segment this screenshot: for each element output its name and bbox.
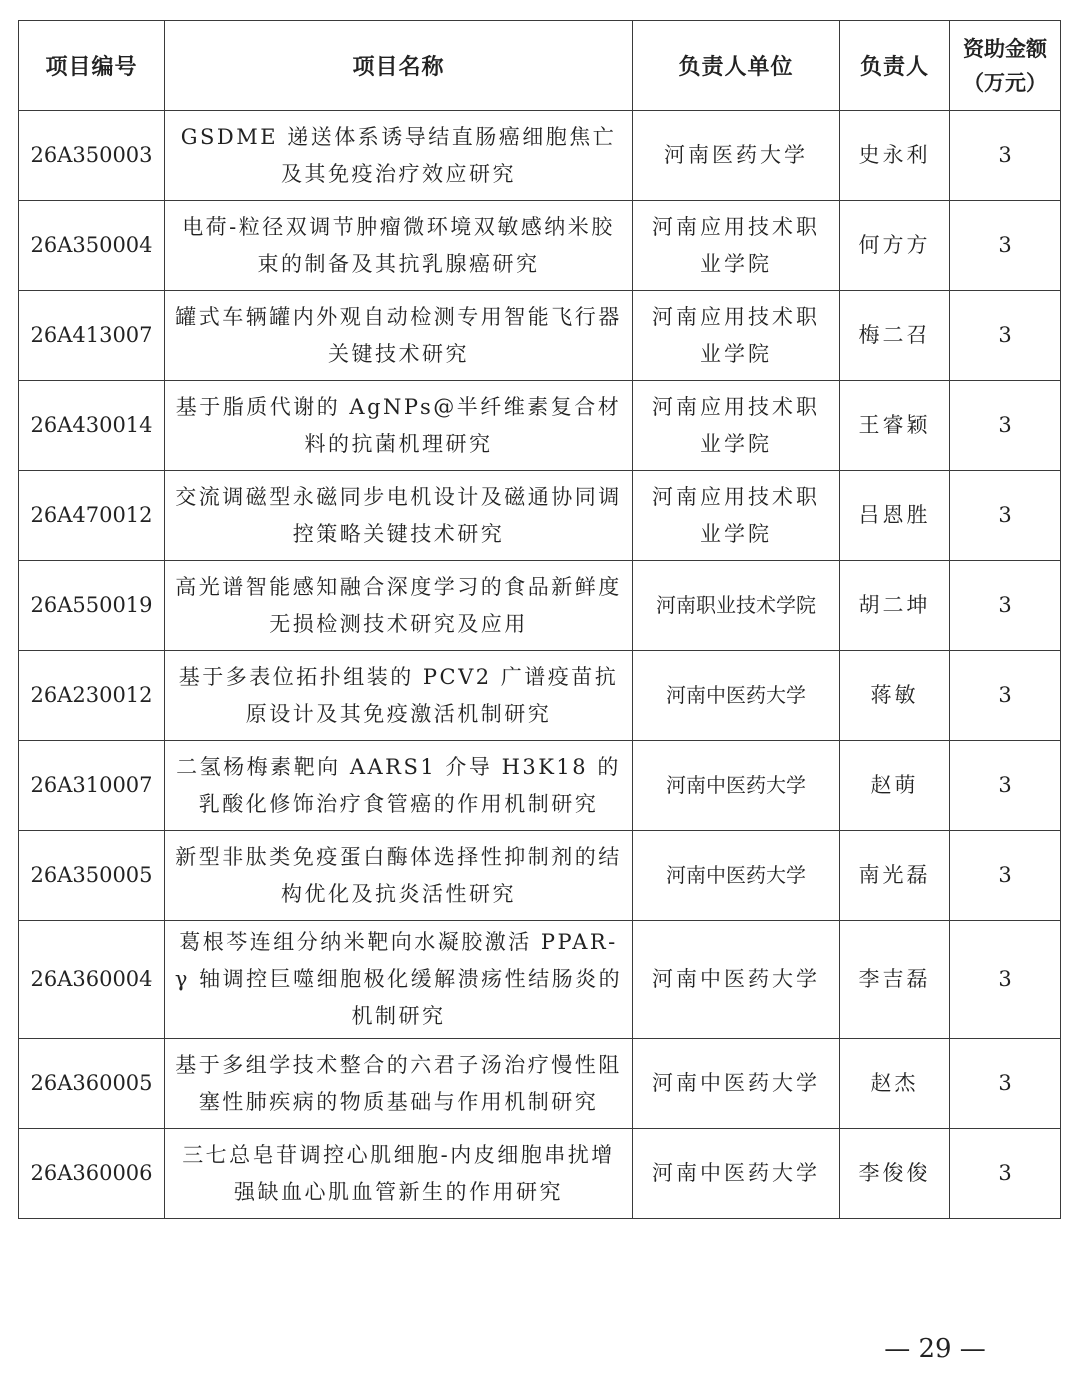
table-row [19, 921, 1061, 1039]
cell-leader: 蒋敏 [840, 651, 950, 741]
cell-leader: 南光磊 [840, 831, 950, 921]
cell-project-id: 26A230012 [19, 651, 165, 741]
header-unit: 负责人单位 [633, 21, 840, 111]
cell-amount: 3 [950, 561, 1061, 651]
header-project-id: 项目编号 [19, 21, 165, 111]
cell-project-id: 26A310007 [19, 741, 165, 831]
cell-project-id: 26A470012 [19, 471, 165, 561]
table-row [19, 1129, 1061, 1219]
header-leader: 负责人 [840, 21, 950, 111]
table-row [19, 831, 1061, 921]
cell-amount: 3 [950, 921, 1061, 1039]
cell-project-name: 电荷-粒径双调节肿瘤微环境双敏感纳米胶束的制备及其抗乳腺癌研究 [165, 201, 633, 291]
header-amount [950, 21, 1061, 111]
cell-leader: 李吉磊 [840, 921, 950, 1039]
cell-project-id: 26A360004 [19, 921, 165, 1039]
cell-leader: 胡二坤 [840, 561, 950, 651]
table-row [19, 561, 1061, 651]
grant-project-table [18, 20, 1061, 1219]
cell-amount: 3 [950, 1129, 1061, 1219]
table-row [19, 291, 1061, 381]
cell-leader: 李俊俊 [840, 1129, 950, 1219]
cell-leader: 梅二召 [840, 291, 950, 381]
cell-leader: 史永利 [840, 111, 950, 201]
table-row [19, 111, 1061, 201]
cell-project-name: 基于脂质代谢的 AgNPs@半纤维素复合材料的抗菌机理研究 [165, 381, 633, 471]
cell-project-id: 26A350003 [19, 111, 165, 201]
header-amount-line1: 资助金额 [963, 36, 1047, 61]
cell-project-name: 交流调磁型永磁同步电机设计及磁通协同调控策略关键技术研究 [165, 471, 633, 561]
cell-project-name: 罐式车辆罐内外观自动检测专用智能飞行器关键技术研究 [165, 291, 633, 381]
table-row [19, 651, 1061, 741]
cell-amount: 3 [950, 651, 1061, 741]
cell-project-id: 26A360005 [19, 1039, 165, 1129]
cell-project-name: 二氢杨梅素靶向 AARS1 介导 H3K18 的乳酸化修饰治疗食管癌的作用机制研究 [165, 741, 633, 831]
cell-unit: 河南职业技术学院 [633, 561, 840, 651]
cell-unit: 河南中医药大学 [633, 831, 840, 921]
cell-unit: 河南中医药大学 [633, 651, 840, 741]
cell-leader: 赵萌 [840, 741, 950, 831]
cell-amount: 3 [950, 111, 1061, 201]
cell-amount: 3 [950, 1039, 1061, 1129]
table-header-row [19, 21, 1061, 111]
cell-project-name: GSDME 递送体系诱导结直肠癌细胞焦亡及其免疫治疗效应研究 [165, 111, 633, 201]
page-number: — 29 — [884, 1334, 986, 1364]
table-row [19, 201, 1061, 291]
cell-leader: 赵杰 [840, 1039, 950, 1129]
cell-amount: 3 [950, 831, 1061, 921]
cell-amount: 3 [950, 471, 1061, 561]
cell-project-id: 26A430014 [19, 381, 165, 471]
header-project-name: 项目名称 [165, 21, 633, 111]
cell-unit: 河南中医药大学 [633, 921, 840, 1039]
table-row [19, 1039, 1061, 1129]
cell-amount: 3 [950, 291, 1061, 381]
cell-unit: 河南应用技术职业学院 [633, 471, 840, 561]
cell-project-name: 葛根芩连组分纳米靶向水凝胶激活 PPAR-γ 轴调控巨噬细胞极化缓解溃疡性结肠炎的机制研究 [165, 921, 633, 1039]
cell-project-id: 26A350005 [19, 831, 165, 921]
cell-amount: 3 [950, 201, 1061, 291]
cell-amount: 3 [950, 741, 1061, 831]
cell-project-name: 三七总皂苷调控心肌细胞-内皮细胞串扰增强缺血心肌血管新生的作用研究 [165, 1129, 633, 1219]
cell-project-name: 高光谱智能感知融合深度学习的食品新鲜度无损检测技术研究及应用 [165, 561, 633, 651]
table-row [19, 381, 1061, 471]
cell-project-name: 新型非肽类免疫蛋白酶体选择性抑制剂的结构优化及抗炎活性研究 [165, 831, 633, 921]
table-row [19, 471, 1061, 561]
cell-project-id: 26A413007 [19, 291, 165, 381]
cell-project-name: 基于多组学技术整合的六君子汤治疗慢性阻塞性肺疾病的物质基础与作用机制研究 [165, 1039, 633, 1129]
cell-project-name: 基于多表位拓扑组装的 PCV2 广谱疫苗抗原设计及其免疫激活机制研究 [165, 651, 633, 741]
cell-unit: 河南中医药大学 [633, 741, 840, 831]
cell-project-id: 26A360006 [19, 1129, 165, 1219]
cell-leader: 吕恩胜 [840, 471, 950, 561]
cell-project-id: 26A350004 [19, 201, 165, 291]
cell-unit: 河南医药大学 [633, 111, 840, 201]
cell-project-id: 26A550019 [19, 561, 165, 651]
table-row [19, 741, 1061, 831]
cell-unit: 河南中医药大学 [633, 1039, 840, 1129]
cell-leader: 王睿颖 [840, 381, 950, 471]
cell-leader: 何方方 [840, 201, 950, 291]
cell-unit: 河南中医药大学 [633, 1129, 840, 1219]
cell-unit: 河南应用技术职业学院 [633, 201, 840, 291]
cell-unit: 河南应用技术职业学院 [633, 381, 840, 471]
cell-amount: 3 [950, 381, 1061, 471]
cell-unit: 河南应用技术职业学院 [633, 291, 840, 381]
header-amount-line2: （万元） [963, 70, 1047, 95]
